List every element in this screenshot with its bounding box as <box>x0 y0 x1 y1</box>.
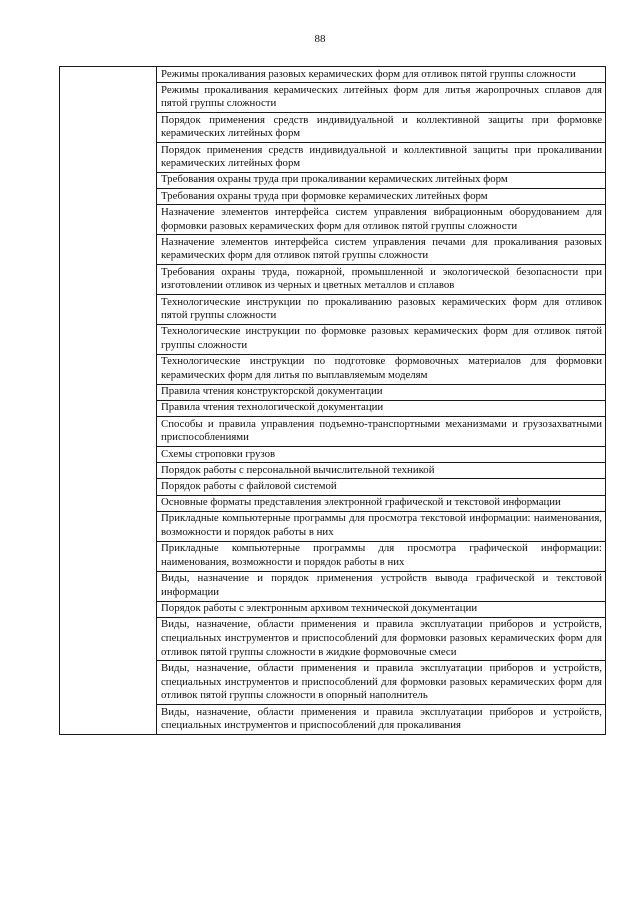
table-cell: Прикладные компьютерные программы для просмотра графической информации: наименования, возможности и порядок работы в них <box>157 541 606 571</box>
table-body <box>60 67 606 735</box>
table-cell: Требования охраны труда, пожарной, промышленной и экологической безопасности при изготовлении отливок из черных и цветных металлов и сплавов <box>157 265 606 295</box>
table-cell: Прикладные компьютерные программы для просмотра текстовой информации: наименования, возможности и порядок работы в них <box>157 511 606 541</box>
table-cell: Правила чтения конструкторской документации <box>157 384 606 400</box>
table-cell: Назначение элементов интерфейса систем управления печами для прокаливания разовых керамических форм для отливок пятой группы сложности <box>157 235 606 265</box>
page-number: 88 <box>314 33 326 45</box>
table-row <box>60 67 606 83</box>
table-cell: Порядок применения средств индивидуальной и коллективной защиты при формовке керамических литейных форм <box>157 113 606 143</box>
table-cell: Правила чтения технологической документации <box>157 400 606 416</box>
table-cell: Виды, назначение и порядок применения устройств вывода графической и текстовой информации <box>157 571 606 601</box>
table-cell: Схемы строповки грузов <box>157 447 606 463</box>
table-cell: Требования охраны труда при прокаливании керамических литейных форм <box>157 172 606 188</box>
table-cell: Порядок работы с персональной вычислительной техникой <box>157 463 606 479</box>
table-cell: Порядок работы с электронным архивом технической документации <box>157 601 606 617</box>
table-cell: Технологические инструкции по прокаливанию разовых керамических форм для отливок пятой группы сложности <box>157 295 606 325</box>
table-cell: Требования охраны труда при формовке керамических литейных форм <box>157 189 606 205</box>
table-cell: Основные форматы представления электронной графической и текстовой информации <box>157 495 606 511</box>
merged-label-cell <box>60 67 157 735</box>
table-cell: Порядок работы с файловой системой <box>157 479 606 495</box>
table-cell: Технологические инструкции по формовке разовых керамических форм для отливок пятой группы сложности <box>157 324 606 354</box>
table-cell: Назначение элементов интерфейса систем управления вибрационным оборудованием для формовки разовых керамических форм для отливок пятой группы сложности <box>157 205 606 235</box>
table-cell: Технологические инструкции по подготовке формовочных материалов для формовки керамических форм для литья по выплавляемым моделям <box>157 354 606 384</box>
table-cell: Виды, назначение, области применения и правила эксплуатации приборов и устройств, специальных инструментов и приспособлений для формовки разовых керамических форм для отливок пятой группы сложности в опорный наполнитель <box>157 661 606 705</box>
table-cell: Способы и правила управления подъемно-транспортными механизмами и грузозахватными приспособлениями <box>157 417 606 447</box>
table-cell: Порядок применения средств индивидуальной и коллективной защиты при прокаливании керамических литейных форм <box>157 143 606 173</box>
table-cell: Виды, назначение, области применения и правила эксплуатации приборов и устройств, специальных инструментов и приспособлений для формовки разовых керамических форм для отливок пятой группы сложности в жидкие формовочные смеси <box>157 617 606 661</box>
table-cell: Виды, назначение, области применения и правила эксплуатации приборов и устройств, специальных инструментов и приспособлений для прокаливания <box>157 705 606 735</box>
table-cell: Режимы прокаливания керамических литейных форм для литья жаропрочных сплавов для пятой группы сложности <box>157 83 606 113</box>
requirements-table <box>59 66 606 735</box>
table-cell: Режимы прокаливания разовых керамических форм для отливок пятой группы сложности <box>157 67 606 83</box>
